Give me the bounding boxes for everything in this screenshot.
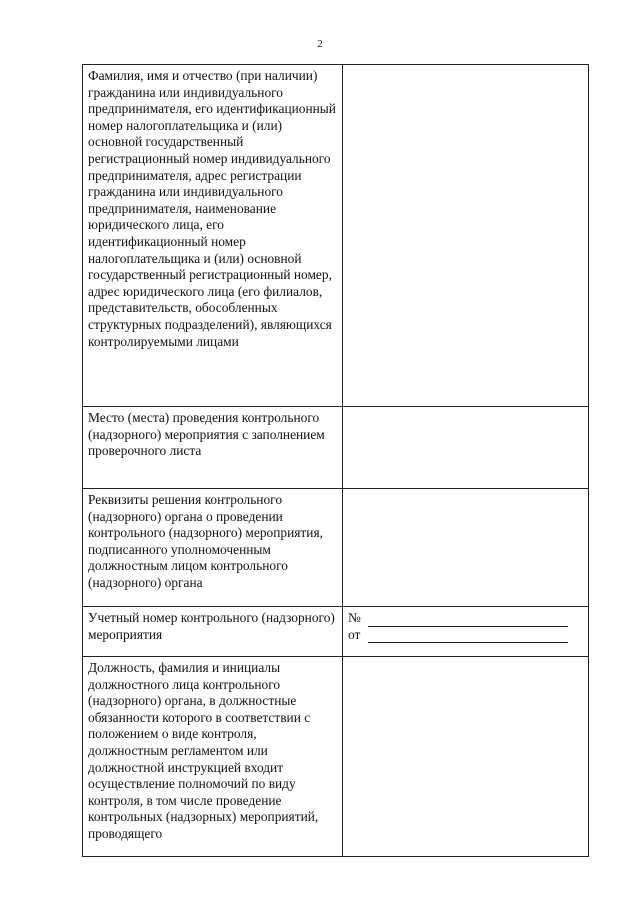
date-prefix: от [348,626,361,642]
value-cell-registration-number [343,607,589,657]
label-cell [83,407,343,489]
table-row-registration-number [83,607,589,657]
number-prefix: № [348,610,361,625]
date-line [348,627,584,644]
row-label-decision-details: Реквизиты решения контрольного (надзорного) органа о проведении контрольного (надзорного) мероприятия, подписанного уполномоченным должностным лицом контрольного (надзорного) органа [88,492,323,590]
table-row-inspection-place [83,407,589,489]
row-label-inspection-place: Место (места) проведения контрольного (надзорного) мероприятия с заполнением проверочного листа [88,410,325,459]
table-row-decision-details [83,489,589,607]
value-cell-official[interactable] [343,657,589,857]
number-line [348,610,584,627]
table-row-official [83,657,589,857]
label-cell [83,65,343,407]
value-cell-controlled-persons[interactable] [343,65,589,407]
checklist-form-table [82,64,589,857]
table-row-controlled-persons [83,65,589,407]
value-cell-inspection-place[interactable] [343,407,589,489]
row-label-official: Должность, фамилия и инициалы должностного лица контрольного (надзорного) органа, в должностные обязанности которого в соответствии с положением о виде контроля, должностным регламентом или должностной инструкцией входит осуществление полномочий по виду контроля, в том числе проведение контрольных (надзорных) мероприятий, проводящего [88,660,319,841]
value-cell-decision-details[interactable] [343,489,589,607]
page-number: 2 [317,38,323,50]
row-label-controlled-persons: Фамилия, имя и отчество (при наличии) гражданина или индивидуального предпринимателя, его идентификационный номер налогоплательщика и (или) основной государственный регистрационный номер индивидуального предпринимателя, адрес регистрации гражданина или индивидуального предпринимателя, наименование юридического лица, его идентификационный номер налогоплательщика и (или) основной государственный регистрационный номер, адрес юридического лица (его филиалов, представительств, обособленных структурных подразделений), являющихся контролируемыми лицами [88,68,336,349]
label-cell [83,489,343,607]
label-cell [83,607,343,657]
number-blank-field[interactable] [368,613,568,627]
date-blank-field[interactable] [368,629,568,643]
label-cell [83,657,343,857]
row-label-registration-number: Учетный номер контрольного (надзорного) мероприятия [88,610,335,642]
